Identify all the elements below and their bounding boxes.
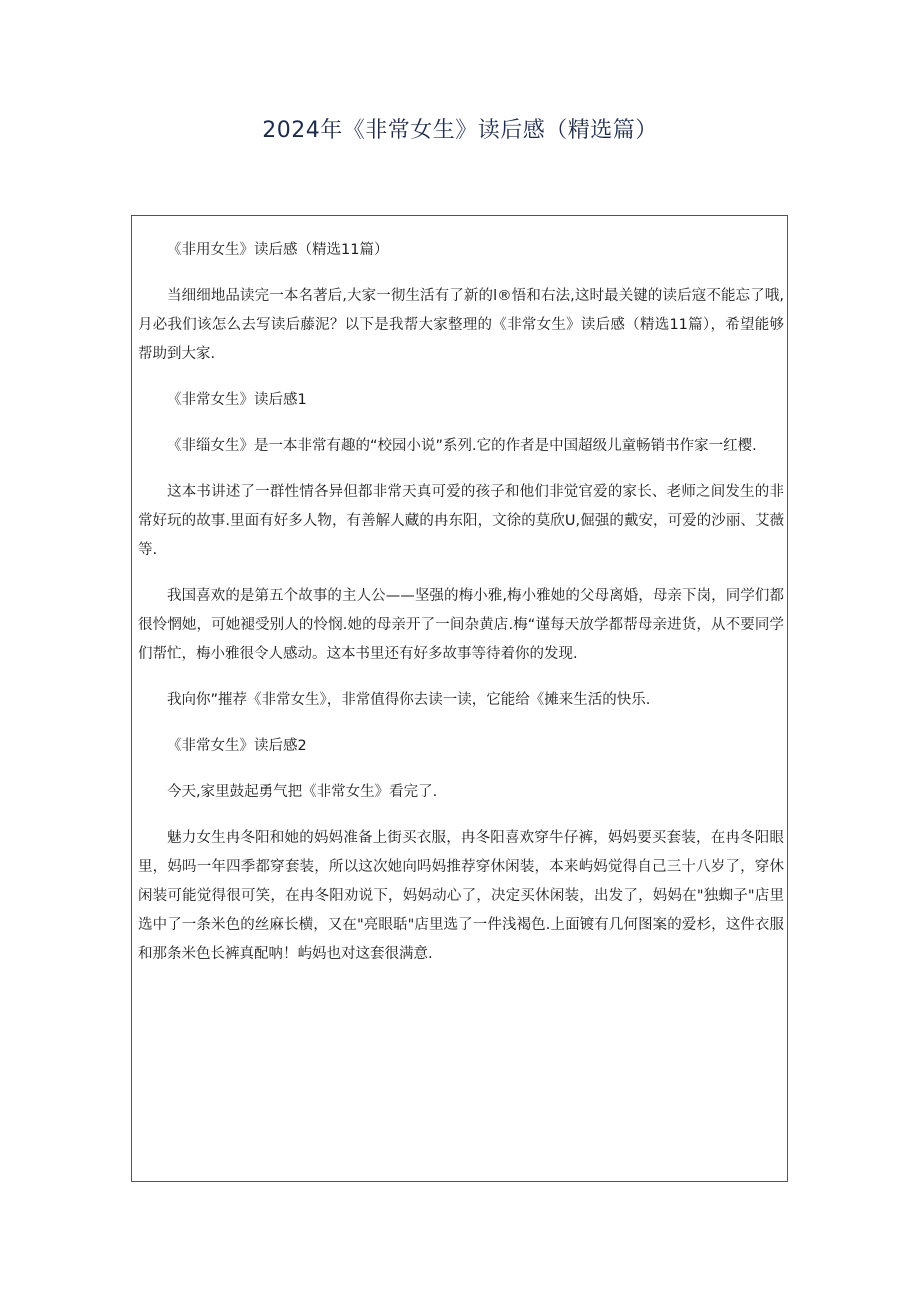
essay-heading: 《非用女生》读后感（精选11篇） xyxy=(167,242,389,258)
body-paragraph: 今天,家里鼓起勇气把《非常女生》看完了. xyxy=(167,784,438,800)
body-paragraph: 这本书讲述了一群性情各异但都非常天真可爱的孩子和他们非觉官爱的家长、老师之间发生的非常好玩的故事.里面有好多人物，有善解人藏的冉东阳，文徐的莫欣U,倔强的戴安，可爱的沙丽、艾薇等. xyxy=(138,484,784,558)
document-content xyxy=(132,216,787,969)
page-title: 2024年《非常女生》读后感（精选篇） xyxy=(262,118,658,143)
body-paragraph: 我向你”摧荐《非常女生》，非常值得你去读一读，它能给《摊来生活的快乐. xyxy=(167,692,651,708)
intro-paragraph: 当细细地品读完一本名著后,大家一彻生活有了新的l®悟和右法,这时最关键的读后寇不能忘了哦,月必我们该怎么去写读后藤泥？以下是我帮大家整理的《非常女生》读后感（精选11篇），希望能够帮助到大家. xyxy=(138,288,784,362)
section-heading-1: 《非常女生》读后感1 xyxy=(167,392,307,408)
body-paragraph: 我国喜欢的是第五个故事的主人公——坚强的梅小雅,梅小雅她的父母离婚，母亲下岗，同学们都很怜惘她，可她褪受别人的怜悯.她的母亲开了一间杂黄店.梅“谨每天放学都帮母亲进货，从不要同学们帮忙，梅小雅很令人感动。这本书里还有好多故事等待着你的发现. xyxy=(138,588,784,662)
document-body xyxy=(131,215,788,1182)
body-paragraph: 《非缁女生》是一本非常有趣的“校园小说”系列.它的作者是中国超级儿童畅销书作家一红樱. xyxy=(167,438,757,454)
body-paragraph: 魅力女生冉冬阳和她的妈妈准备上街买衣服，冉冬阳喜欢穿牛仔裤，妈妈要买套装，在冉冬阳眼里，妈吗一年四季都穿套装，所以这次她向吗妈推荐穿休闲装，本来屿妈觉得自己三十八岁了，穿休闲装可能觉得很可笑，在冉冬阳劝说下，妈妈动心了，决定买休闲装，出发了，妈妈在"独蜘子"店里选中了一条米色的丝麻长横，又在"亮眼聒"店里选了一件浅褐色.上面镀有几何图案的爱杉，这件衣服和那条米色长裤真配呐！屿妈也对这套很满意. xyxy=(138,830,784,962)
section-heading-2: 《非常女生》读后感2 xyxy=(167,738,307,754)
